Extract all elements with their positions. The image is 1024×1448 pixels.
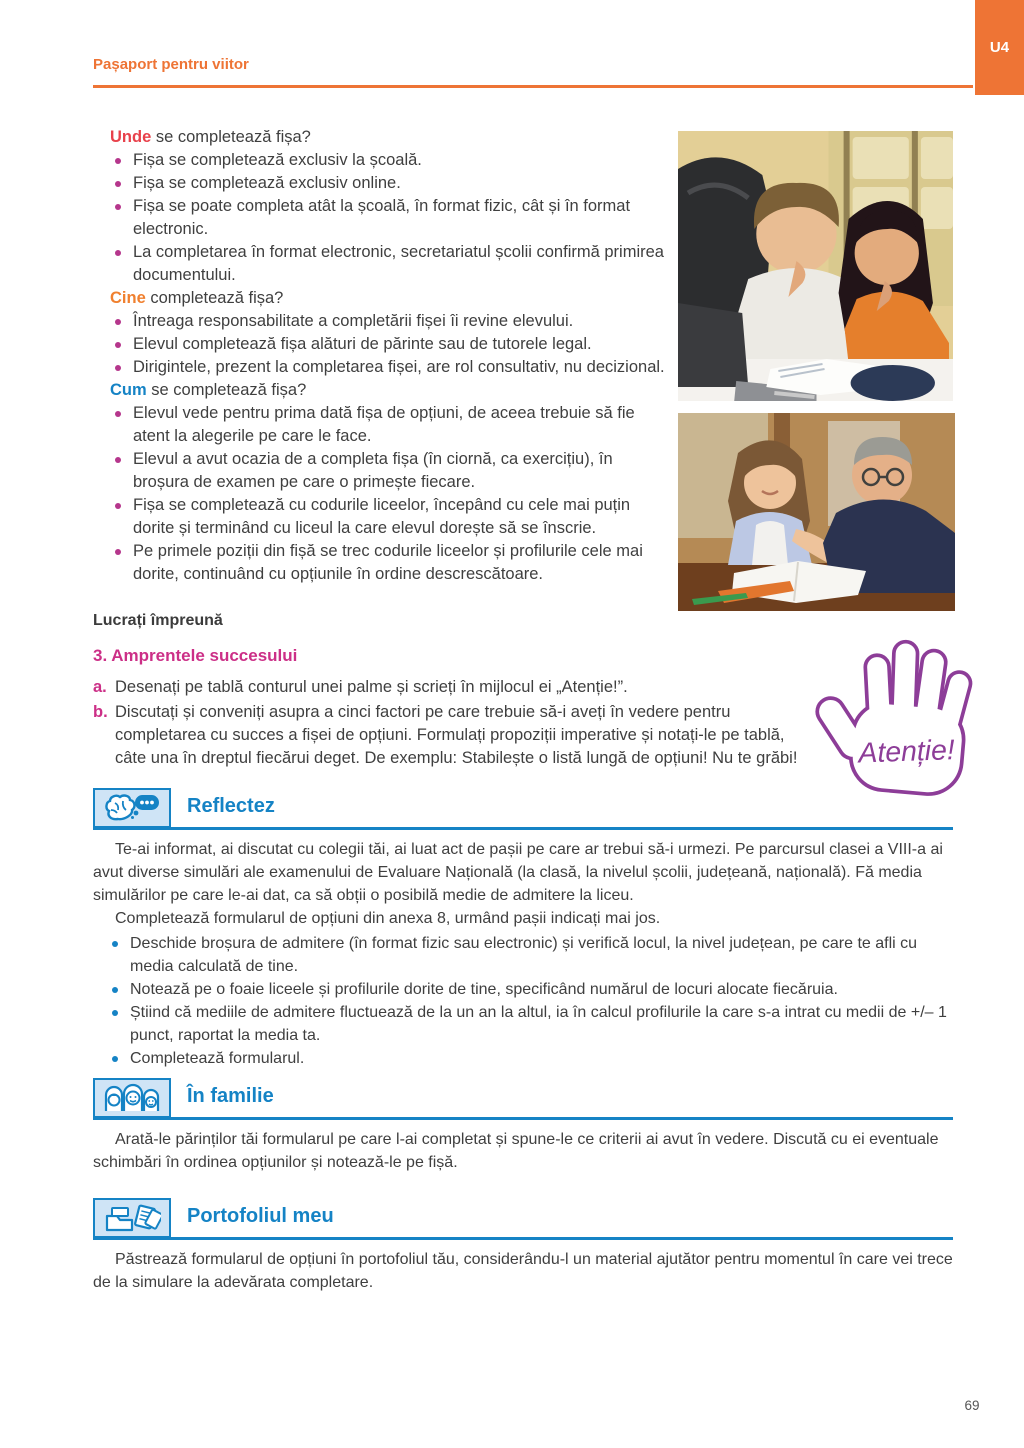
activity-text: Desenați pe tablă conturul unei palme și scrieți în mijlocul ei „Atenție!”. (115, 678, 628, 696)
activity-marker: a. (93, 678, 107, 696)
question-heading-cine (93, 287, 665, 310)
photo-mother-son-laptop-art (678, 131, 953, 401)
page-title: Pașaport pentru viitor (93, 56, 249, 73)
question-keyword: Unde (110, 128, 152, 146)
question-heading-cum (93, 379, 665, 402)
paragraph: Arată-le părinților tăi formularul pe care l-ai completat și spune-le ce criterii ai avut în vedere. Discută cu ei eventuale schimbări în ordinea opțiunilor și notează-le pe fișă. (93, 1131, 939, 1171)
bullet-item: Fișa se completează exclusiv la școală. (93, 149, 665, 172)
section-body (93, 838, 953, 1070)
section-bar (93, 1196, 953, 1240)
bullet-item: La completarea în format electronic, secretariatul școlii confirmă primirea documentului. (93, 241, 665, 287)
brain-speech-icon (103, 793, 161, 823)
section-icon-box (93, 788, 171, 828)
attention-label: Atenție! (857, 734, 956, 770)
section-family (93, 1076, 953, 1174)
question-text: se completează fișa? (146, 381, 307, 399)
bullet-item: Fișa se poate completa atât la școală, în format fizic, cât și în format electronic. (93, 195, 665, 241)
bullet-list-cum (93, 402, 665, 586)
question-text: se completează fișa? (151, 128, 311, 146)
section-title: Portofoliul meu (187, 1205, 334, 1227)
hand-outline-icon (812, 638, 1012, 798)
bullet-item: Elevul vede pentru prima dată fișa de opțiuni, de aceea trebuie să fie atent la alegerile pe care le face. (93, 402, 665, 448)
paragraph: Completează formularul de opțiuni din anexa 8, urmând pașii indicați mai jos. (115, 910, 661, 927)
bullet-list-unde (93, 149, 665, 287)
bullet-item: Deschide broșura de admitere (în format fizic sau electronic) și verifică locul, la nivel județean, pe care te afli cu media calculată de tine. (93, 932, 953, 978)
bullet-item: Elevul a avut ocazia de a completa fișa (în ciornă, ca exercițiu), în broșura de examen pe care o primește fiecare. (93, 448, 665, 494)
question-keyword: Cine (110, 289, 146, 307)
section-bar (93, 1076, 953, 1120)
section-body (93, 1128, 953, 1174)
header-rule (93, 85, 973, 88)
section-icon-box (93, 1198, 171, 1238)
qa-column (93, 126, 665, 586)
bullet-item: Știind că mediile de admitere fluctuează de la un an la altul, ia în calcul profilurile la care s-a intrat cu medii de +/– 1 punct, raportat la media ta. (93, 1001, 953, 1047)
section-reflect (93, 786, 953, 1070)
activity-marker: b. (93, 703, 108, 721)
activity-block (93, 644, 805, 770)
activity-title: 3. Amprentele succesului (93, 646, 298, 665)
unit-badge: U4 (975, 0, 1024, 95)
photo-girl-writing-father-art (678, 413, 955, 611)
bullet-item: Întreaga responsabilitate a completării fișei îi revine elevului. (93, 310, 665, 333)
page-number: 69 (964, 1398, 980, 1413)
bullet-item: Completează formularul. (93, 1047, 953, 1070)
photo-mother-son-laptop (678, 131, 953, 401)
question-heading-unde (93, 126, 665, 149)
activity-text: Discutați și conveniți asupra a cinci factori pe care trebuie să-i aveți în vedere pentru completarea cu succes a fișei de opțiuni. Formulați propoziții imperative și notați-le pe tablă, câte una în dreptul fiecărui deget. De exemplu: Stabilește o listă lungă de opțiuni! Nu te grăbi! (115, 703, 798, 767)
bullet-item: Notează pe o foaie liceele și profilurile dorite de tine, specificând numărul de locuri alocate fiecăruia. (93, 978, 953, 1001)
bullet-list-cine (93, 310, 665, 379)
portfolio-icon (103, 1203, 161, 1233)
section-portfolio (93, 1196, 953, 1294)
section-body (93, 1248, 953, 1294)
question-keyword: Cum (110, 381, 147, 399)
bullet-list-reflect (93, 932, 953, 1070)
section-title: Reflectez (187, 795, 275, 817)
section-title: În familie (187, 1085, 274, 1107)
question-text: completează fișa? (145, 289, 284, 307)
photo-girl-writing-father (678, 413, 955, 611)
bullet-item: Pe primele poziții din fișă se trec codurile liceelor și profilurile cele mai dorite, continuând cu opțiunile în ordine descrescătoare. (93, 540, 665, 586)
bullet-item: Elevul completează fișa alături de părinte sau de tutorele legal. (93, 333, 665, 356)
section-icon-box (93, 1078, 171, 1118)
team-heading: Lucrați împreună (93, 612, 223, 629)
activity-item-b (93, 701, 805, 770)
family-icon (103, 1083, 161, 1113)
bullet-item: Dirigintele, prezent la completarea fișei, are rol consultativ, nu decizional. (93, 356, 665, 379)
section-bar (93, 786, 953, 830)
paragraph: Te-ai informat, ai discutat cu colegii tăi, ai luat act de pașii pe care ar trebui să-i urmezi. Pe parcursul clasei a VIII-a ai avut diverse simulări ale examenului de Evaluare Națională (la clasă, la nivelul școlii, județeană, națională). Fă media simulărilor pe care le-ai dat, ca să obții o posibilă medie de admitere la liceu. (93, 841, 943, 904)
bullet-item: Fișa se completează cu codurile liceelor, începând cu cele mai puțin dorite și terminând cu liceul la care elevul dorește să se înscrie. (93, 494, 665, 540)
bullet-item: Fișa se completează exclusiv online. (93, 172, 665, 195)
hand-attention-drawing (812, 638, 1012, 798)
paragraph: Păstrează formularul de opțiuni în portofoliul tău, considerându-l un material ajutător pentru momentul în care vei trece de la simulare la adevărata completare. (93, 1251, 953, 1291)
activity-item-a (93, 676, 805, 699)
